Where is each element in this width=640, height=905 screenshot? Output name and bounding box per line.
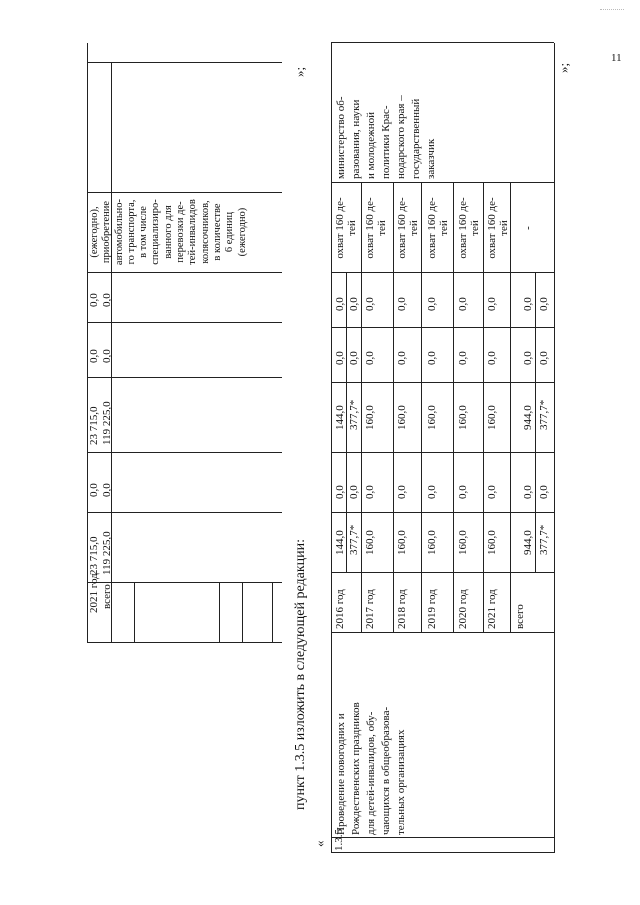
executor-line: заказчик [425, 138, 437, 179]
top-fed-2021: 0,0 [88, 483, 100, 497]
fed-all: 0,0 [522, 485, 534, 499]
activity-line: Рождественских праздников [350, 702, 362, 835]
opening-quote: « [312, 840, 327, 847]
top-total-2021: 23 715,0 [88, 536, 100, 575]
indicator-line: колясочников, [199, 200, 211, 264]
top-local-all: 0,0 [101, 349, 113, 363]
local-all-b: 0,0 [538, 351, 550, 365]
local-2019: 0,0 [426, 351, 438, 365]
indicator-line: тей [376, 220, 388, 236]
activity-line: Проведение новогодних и [335, 713, 347, 835]
fed-2018: 0,0 [396, 485, 408, 499]
regional-2016-b: 377,7* [348, 399, 360, 430]
executor-line: и молодежной [365, 112, 377, 179]
year-2018: 2018 год [396, 589, 408, 629]
indicator-line: автомобильно- [113, 198, 125, 266]
total-2016-b: 377,7* [348, 524, 360, 555]
other-all: 0,0 [522, 297, 534, 311]
top-regional-2021: 23 715,0 [88, 406, 100, 445]
indicator-2017 [364, 185, 388, 271]
indicator-line: специализиро- [150, 199, 162, 265]
indicator-line: перевозки де- [175, 201, 187, 263]
executor [334, 47, 439, 179]
indicator-line: охват 160 де- [457, 197, 469, 259]
fed-2020: 0,0 [457, 485, 469, 499]
regional-2021: 160,0 [486, 405, 498, 430]
indicator-line: тей [346, 220, 358, 236]
total-2016: 144,0 [334, 530, 346, 555]
fed-2016-b: 0,0 [348, 485, 360, 499]
indicator-line: тей [408, 220, 420, 236]
indicator-total: - [522, 226, 534, 230]
item-number: 1.3.5 [333, 829, 345, 851]
activity-line: для детей-инвалидов, обу- [365, 711, 377, 835]
local-2016-b: 0,0 [348, 351, 360, 365]
indicator-2020 [457, 185, 481, 271]
total-2018: 160,0 [396, 530, 408, 555]
indicator-line: в том числе [138, 206, 150, 258]
indicator-2016 [334, 185, 358, 271]
local-2021: 0,0 [486, 351, 498, 365]
local-2016: 0,0 [334, 351, 346, 365]
indicator-2018 [396, 185, 420, 271]
other-2017: 0,0 [364, 297, 376, 311]
top-local-2021: 0,0 [88, 349, 100, 363]
other-2020: 0,0 [457, 297, 469, 311]
indicator-line: тей-инвалидов [187, 199, 199, 265]
year-2019: 2019 год [426, 589, 438, 629]
indicator-line: ванного для [162, 205, 174, 259]
other-2018: 0,0 [396, 297, 408, 311]
top-period-2021: 2021 год [88, 573, 100, 613]
local-2018: 0,0 [396, 351, 408, 365]
indicator-line: тей [498, 220, 510, 236]
indicator-2021 [486, 185, 510, 271]
regional-2020: 160,0 [457, 405, 469, 430]
regional-2016: 144,0 [334, 405, 346, 430]
regional-2018: 160,0 [396, 405, 408, 430]
indicator-line: охват 160 де- [486, 197, 498, 259]
indicator-line: го транспорта, [125, 199, 137, 265]
indicator-line: охват 160 де- [426, 197, 438, 259]
executor-line: государственный [410, 98, 422, 179]
executor-line: министерство об- [335, 96, 347, 179]
total-2019: 160,0 [426, 530, 438, 555]
top-fed-all: 0,0 [101, 483, 113, 497]
total-2017: 160,0 [364, 530, 376, 555]
executor-line: политики Крас- [380, 105, 392, 179]
total-all: 944,0 [522, 530, 534, 555]
executor-line: нодарского края – [395, 95, 407, 179]
indicator-line: (ежегодно), [89, 206, 100, 258]
top-closing-mark: »; [292, 66, 307, 77]
top-other-all: 0,0 [101, 293, 113, 307]
fed-2019: 0,0 [426, 485, 438, 499]
fed-2017: 0,0 [364, 485, 376, 499]
other-2016: 0,0 [334, 297, 346, 311]
page-number: 11 [611, 52, 622, 64]
indicator-line: тей [469, 220, 481, 236]
other-2021: 0,0 [486, 297, 498, 311]
indicator-line: в количестве [211, 203, 223, 261]
top-period-total: всего [101, 584, 113, 609]
top-total-all: 119 225,0 [101, 531, 113, 575]
year-2020: 2020 год [457, 589, 469, 629]
other-2019: 0,0 [426, 297, 438, 311]
local-2020: 0,0 [457, 351, 469, 365]
indicator-line: (ежегодно) [236, 207, 248, 257]
indicator-line: охват 160 де- [364, 197, 376, 259]
indicator-2019 [426, 185, 450, 271]
bottom-closing-mark: »; [556, 62, 571, 73]
total-2021: 160,0 [486, 530, 498, 555]
activity-description [334, 637, 409, 835]
regional-2019: 160,0 [426, 405, 438, 430]
indicator-line: 6 единиц [224, 211, 236, 253]
total-all-b: 377,7* [538, 524, 550, 555]
regional-all: 944,0 [522, 405, 534, 430]
instruction-text: пункт 1.3.5 изложить в следующей редакции: [293, 539, 308, 810]
indicator-line: тей [438, 220, 450, 236]
local-all: 0,0 [522, 351, 534, 365]
top-regional-all: 119 225,0 [101, 401, 113, 445]
fed-all-b: 0,0 [538, 485, 550, 499]
total-2020: 160,0 [457, 530, 469, 555]
activity-line: тельных организациях [395, 729, 407, 835]
fed-2016: 0,0 [334, 485, 346, 499]
indicator-line: охват 160 де- [396, 197, 408, 259]
executor-line: разования, науки [350, 99, 362, 179]
local-2017: 0,0 [364, 351, 376, 365]
regional-all-b: 377,7* [538, 399, 550, 430]
other-2016-b: 0,0 [348, 297, 360, 311]
regional-2017: 160,0 [364, 405, 376, 430]
indicator-line: охват 160 де- [334, 197, 346, 259]
other-all-b: 0,0 [538, 297, 550, 311]
fed-2021: 0,0 [486, 485, 498, 499]
indicator-line: приобретение [101, 200, 113, 264]
year-2016: 2016 год [334, 589, 346, 629]
year-2021: 2021 год [486, 589, 498, 629]
year-2017: 2017 год [364, 589, 376, 629]
top-other-2021: 0,0 [88, 293, 100, 307]
year-total: всего [514, 604, 526, 629]
activity-line: чающихся в общеобразова- [380, 706, 392, 835]
top-indicator [89, 194, 249, 270]
